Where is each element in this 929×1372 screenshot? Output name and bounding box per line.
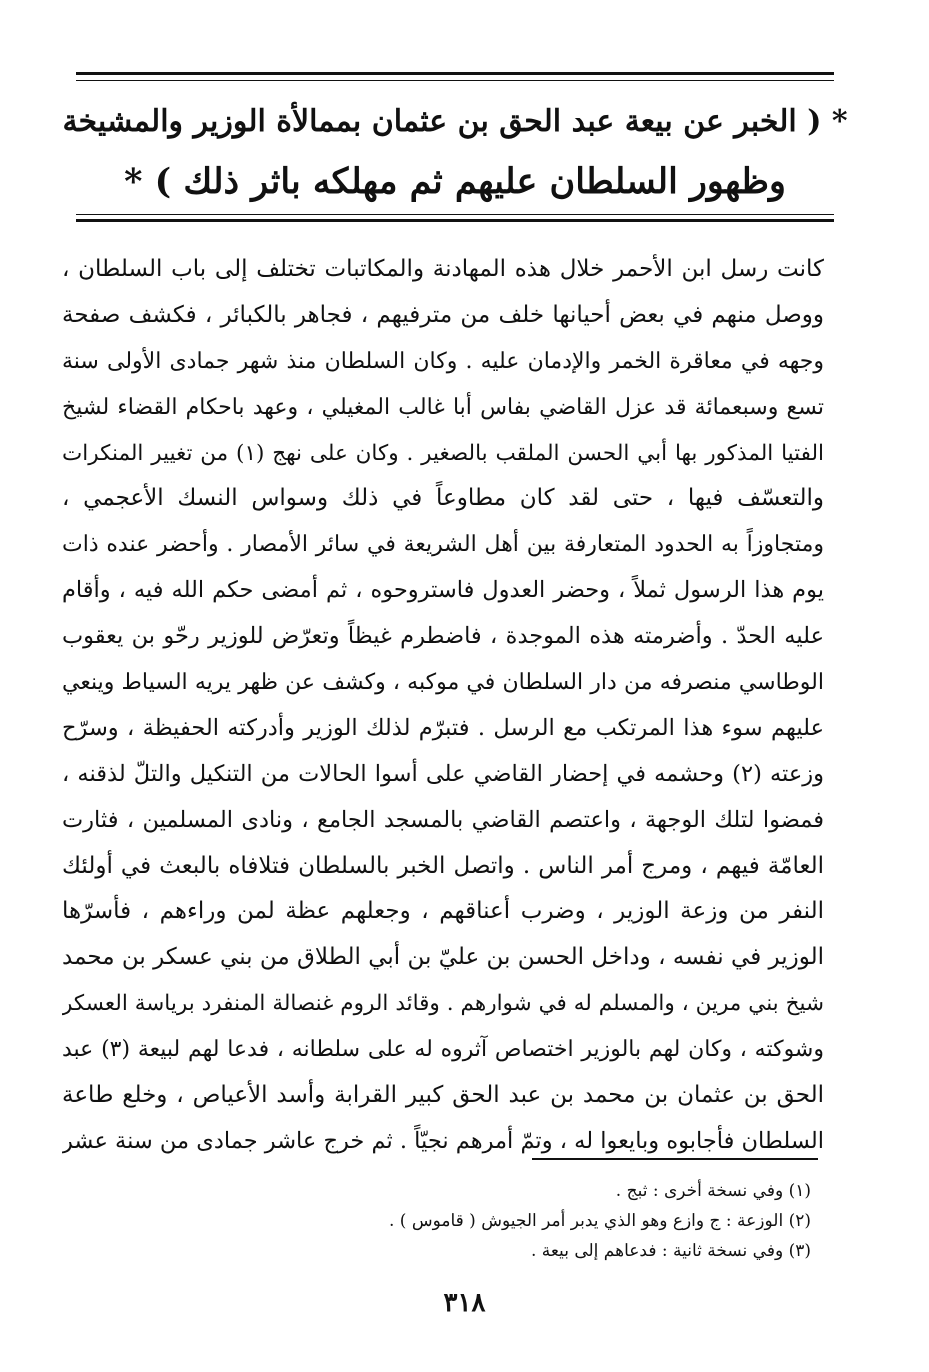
body-line: الفتيا المذكور بها أبي الحسن الملقب بالصغير . وكان على نهج (١) من تغيير المنكرات xyxy=(62,440,824,466)
body-text xyxy=(62,247,824,1165)
body-line: عليهم سوء هذا المرتكب مع الرسل . فتبرّم لذلك الوزير وأدركته الحفيظة ، وسرّح xyxy=(62,714,824,741)
body-line: الوطاسي منصرفه من دار السلطان في موكبه ، وكشف عن ظهر يريه السياط وينعي xyxy=(62,670,824,696)
chapter-heading-line-2: وظهور السلطان عليهم ثم مهلكه باثر ذلك ) * xyxy=(124,161,786,202)
chapter-heading xyxy=(60,92,850,212)
body-line: تسع وسبعمائة قد عزل القاضي بفاس أبا غالب المغيلي ، وعهد باحكام القضاء لشيخ xyxy=(62,394,824,420)
body-line: فمضوا لتلك الوجهة ، واعتصم القاضي بالمسجد الجامع ، ونادى المسلمين ، فثارت xyxy=(62,806,824,833)
body-line: الوزير في نفسه ، وداخل الحسن بن عليّ بن أبي الطلاق من بني عسكر بن محمد xyxy=(62,944,824,971)
header-rule-bottom-thin xyxy=(76,214,834,215)
body-line: يوم هذا الرسول ثملاً ، وحضر العدول فاستروحوه ، ثم أمضى حكم الله فيه ، وأقام xyxy=(62,577,824,604)
body-line: ومتجاوزاً به الحدود المتعارفة بين أهل الشريعة في سائر الأمصار . وأحضر عنده ذات xyxy=(62,532,824,558)
body-line: وجهه في معاقرة الخمر والإدمان عليه . وكان السلطان منذ شهر جمادى الأولى سنة xyxy=(62,348,824,374)
header-rule-top-thin xyxy=(76,80,834,81)
footnote-2: (٢) الوزعة : ج وازع وهو الذي يدبر أمر الجيوش ( قاموس ) . xyxy=(388,1211,811,1231)
body-line: وزعته (٢) وحشمه في إحضار القاضي على أسوا الحالات من التنكيل والتلّ لذقنه ، xyxy=(62,760,824,787)
header-rule-top-thick xyxy=(76,72,834,75)
body-line: الحق بن عثمان بن محمد بن عبد الحق كبير القرابة وأسد الأعياص ، وخلع طاعة xyxy=(62,1082,824,1109)
footnote-divider xyxy=(532,1158,818,1160)
footnotes xyxy=(111,1176,811,1266)
body-line: العامّة فيهم ، ومرج أمر الناس . واتصل الخبر بالسلطان فتلافاه بالبعث في أولئك xyxy=(62,852,824,879)
body-line: عليه الحدّ . وأضرمته هذه الموجدة ، فاضطرم غيظاً وتعرّض للوزير رحّو بن يعقوب xyxy=(62,623,824,650)
footnote-1: (١) وفي نسخة أخرى : ثبج . xyxy=(615,1181,811,1201)
footnote-3: (٣) وفي نسخة ثانية : فدعاهم إلى بيعة . xyxy=(530,1241,811,1261)
chapter-heading-line-1: * ( الخبر عن بيعة عبد الحق بن عثمان بممالأة الوزير والمشيخة xyxy=(62,104,848,139)
header-rule-bottom-thick xyxy=(76,219,834,222)
body-line: وشوكته ، وكان لهم بالوزير اختصاص آثروه له على سلطانه ، فدعا لهم لبيعة (٣) عبد xyxy=(62,1037,824,1063)
body-line: والتعسّف فيها ، حتى لقد كان مطاوعاً في ذلك وسواس النسك الأعجمي ، xyxy=(62,485,824,512)
body-line: السلطان فأجابوه وبايعوا له ، وتمّ أمرهم نجيّاً . ثم خرج عاشر جمادى من سنة عشر xyxy=(62,1127,824,1154)
page-number: ٣١٨ xyxy=(443,1288,486,1318)
body-line: شيخ بني مرين ، والمسلم له في شوارهم . وقائد الروم غنصالة المنفرد برياسة العسكر xyxy=(62,991,824,1017)
body-line: كانت رسل ابن الأحمر خلال هذه المهادنة والمكاتبات تختلف إلى باب السلطان ، xyxy=(62,256,824,282)
body-line: ووصل منهم في بعض أحيانها خلف من مترفيهم ، فجاهر بالكبائر ، فكشف صفحة xyxy=(62,301,824,328)
body-line: النفر من وزعة الوزير ، وضرب أعناقهم ، وجعلهم عظة لمن وراءهم ، فأسرّها xyxy=(62,898,824,925)
